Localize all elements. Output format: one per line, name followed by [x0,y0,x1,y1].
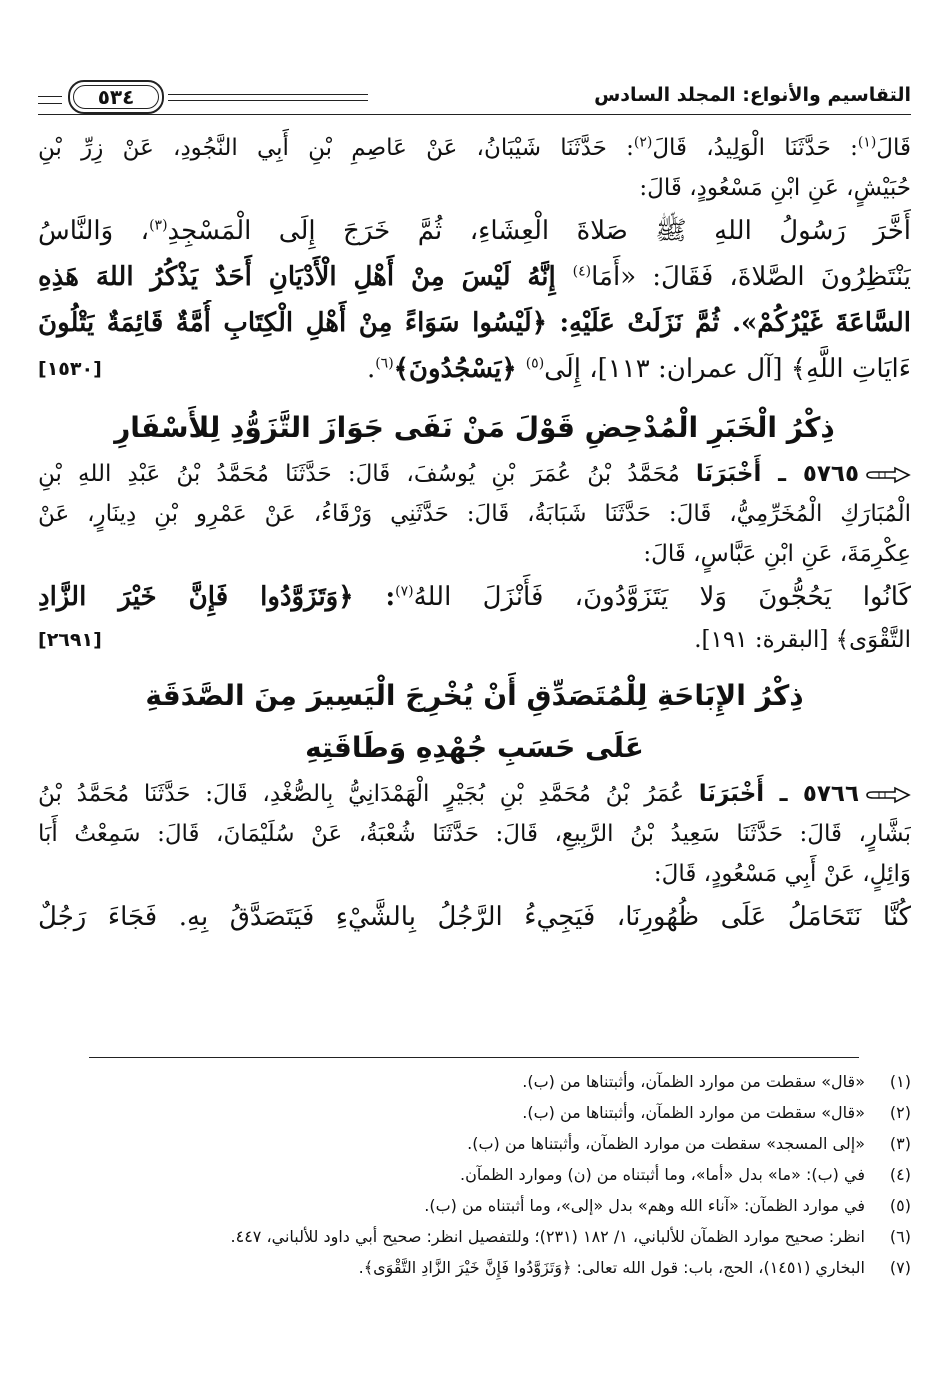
footnote [38,1128,911,1159]
hadith-reference: [١٥٣٠] [38,358,102,380]
footnote [38,1252,911,1283]
text-run: التَّقْوَى﴾ [البقرة: ١٩١]. [694,627,911,653]
text-run [367,346,911,392]
text-run: . [366,354,376,384]
text-run: ءَايَاتِ اللَّهِ﴾ [آل عمران: ١١٣]، إِلَى [544,354,911,384]
footnote-marker: (٧) [395,583,414,600]
footnote-number: (١) [889,1072,911,1091]
text-line: حُبَيْشٍ، عَنِ ابْنِ مَسْعُودٍ، قَالَ: [639,175,911,201]
text-line [38,346,911,392]
text-run: ، وَالنَّاسُ [38,216,150,246]
chapter-heading: عَلَى حَسَبِ جُهْدِهِ وَطَاقَتِهِ [305,731,644,764]
text-line: كُنَّا نَتَحَامَلُ عَلَى ظُهُورِنَا، فَيَجِيءُ الرَّجُلُ بِالشَّيْءِ فَيَتَصَدَّقُ بِهِ. فَجَاءَ رَجُلٌ [38,902,911,932]
text-line [38,208,911,254]
footnote-marker: (٢) [633,134,653,151]
page-number-ornament [38,80,368,114]
text-run: : حَدَّثَنَا الْوَلِيدُ، قَالَ [652,135,858,161]
page-number: ٥٣٤ [68,80,164,114]
chapter-heading: ذِكْرُ الإِبَاحَةِ لِلْمُتَصَدِّقِ أَنْ يُخْرِجَ الْيَسِيرَ مِنَ الصَّدَقَةِ [145,679,804,712]
text-run: ﴿يَسْجُدُونَ﴾ [393,354,526,384]
text-run: قَالَ [876,135,911,161]
text-line [38,254,911,300]
main-text [38,128,911,940]
footnotes [38,1066,911,1283]
text-line [38,128,911,168]
footnote [38,1159,911,1190]
footnote-text: «إلى المسجد» سقطت من موارد الظمآن، وأثبتناها من (ب). [467,1134,865,1153]
footnote [38,1190,911,1221]
footnote-separator [89,1057,859,1058]
hadith-number: ٥٧٦٥ ـ أَخْبَرَنَا [695,461,859,487]
footnote-marker: (٣) [149,217,168,234]
text-run: السَّاعَةَ غَيْرُكُمْ». ثُمَّ نَزَلَتْ عَلَيْهِ: ﴿لَيْسُوا سَوَاءً مِنْ أَهْلِ الْكِتَابِ أُمَّةٌ قَائِمَةٌ يَتْلُونَ [38,308,911,338]
text-line: الْمُبَارَكِ الْمُخَرِّمِيُّ، قَالَ: حَدَّثَنَا شَبَابَةُ، قَالَ: حَدَّثَنِي وَرْقَاءُ، عَنْ عَمْرِو بْنِ دِينَارٍ، عَنْ [38,501,911,527]
text-run: : حَدَّثَنَا شَيْبَانُ، عَنْ عَاصِمِ بْنِ أَبِي النَّجُودِ، عَنْ زِرِّ بْنِ [38,135,634,161]
text-line: بَشَّارٍ، قَالَ: حَدَّثَنَا سَعِيدُ بْنُ الرَّبِيعِ، قَالَ: حَدَّثَنَا شُعْبَةُ، عَنْ سُلَيْمَانَ، قَالَ: سَمِعْتُ أَبَا [38,821,911,847]
text-run: إِنَّهُ لَيْسَ مِنْ أَهْلِ الْأَدْيَانِ أَحَدٌ يَذْكُرُ اللهَ هَذِهِ [38,262,573,292]
footnote-number: (٦) [889,1227,911,1246]
footnote [38,1221,911,1252]
text-run: يَنْتَظِرُونَ الصَّلاةَ، فَقَالَ: «أَمَا [591,262,911,292]
footnote-marker: (٦) [375,355,394,372]
footnote-text: البخاري (١٤٥١)، الحج، باب: قول الله تعالى: ﴿وَتَزَوَّدُوا فَإِنَّ خَيْرَ الزَّادِ التَّقْوَى﴾. [358,1258,865,1277]
text-run: أَخَّرَ رَسُولُ اللهِ ﷺ صَلاةَ الْعِشَاءِ، ثُمَّ خَرَجَ إِلَى الْمَسْجِدِ [167,216,911,246]
header-underline [38,114,911,115]
footnote-number: (٣) [889,1134,911,1153]
header-rule [38,96,62,104]
running-title: التقاسيم والأنواع: المجلد السادس [594,84,911,106]
text-line [38,300,911,346]
footnote-marker: (٥) [525,355,545,372]
text-run: مُحَمَّدُ بْنُ عُمَرَ بْنِ يُوسُفَ، قَالَ: حَدَّثَنَا مُحَمَّدُ بْنُ عَبْدِ اللهِ بْنِ [38,461,696,487]
chapter-heading: ذِكْرُ الْخَبَرِ الْمُدْحِضِ قَوْلَ مَنْ نَفَى جَوَازَ التَّزَوُّدِ لِلأَسْفَارِ [114,411,835,444]
footnote-text: «قال» سقطت من موارد الظمآن، وأثبتناها من (ب). [522,1072,865,1091]
footnote-marker: (١) [857,134,877,151]
footnote-text: انظر: صحيح موارد الظمآن للألباني، ١/ ١٨٢ (٢٣١)؛ وللتفصيل انظر: صحيح أبي داود للألباني، ٤٤٧. [230,1227,865,1246]
footnote-text: في (ب): «ما» بدل «أما»، وما أثبتناه من (ن) وموارد الظمآن. [460,1165,865,1184]
header-rule [168,100,368,101]
footnote-number: (٥) [889,1196,911,1215]
text-line [38,774,911,814]
footnote [38,1097,911,1128]
text-run: كَانُوا يَحُجُّونَ وَلا يَتَزَوَّدُونَ، فَأَنْزَلَ اللهُ [413,582,911,612]
text-line [38,620,911,660]
text-line: وَائِلٍ، عَنْ أَبِي مَسْعُودٍ، قَالَ: [653,861,911,887]
text-run: عُمَرُ بْنُ مُحَمَّدِ بْنِ بُجَيْرٍ الْهَمْدَانِيُّ بِالصُّغْدِ، قَالَ: حَدَّثَنَا مُحَمَّدُ بْنُ [38,781,699,807]
footnote-number: (٢) [889,1103,911,1122]
pointing-hand-icon [865,464,911,486]
text-run: : ﴿وَتَزَوَّدُوا فَإِنَّ خَيْرَ الزَّادِ [38,582,396,612]
pointing-hand-icon [865,784,911,806]
page-header [38,70,911,128]
footnote-number: (٧) [889,1258,911,1277]
header-rule [168,94,368,95]
text-line [38,574,911,620]
footnote [38,1066,911,1097]
footnote-text: «قال» سقطت من موارد الظمآن، وأثبتناها من (ب). [522,1103,865,1122]
text-line [38,454,911,494]
text-line: عِكْرِمَةَ، عَنِ ابْنِ عَبَّاسٍ، قَالَ: [643,541,911,567]
footnote-text: في موارد الظمآن: «آناء الله وهم» بدل «إلى»، وما أثبتناه من (ب). [424,1196,865,1215]
hadith-reference: [٢٦٩١] [38,629,102,651]
footnote-number: (٤) [889,1165,911,1184]
footnote-marker: (٤) [572,263,592,280]
hadith-number: ٥٧٦٦ ـ أَخْبَرَنَا [698,781,859,807]
